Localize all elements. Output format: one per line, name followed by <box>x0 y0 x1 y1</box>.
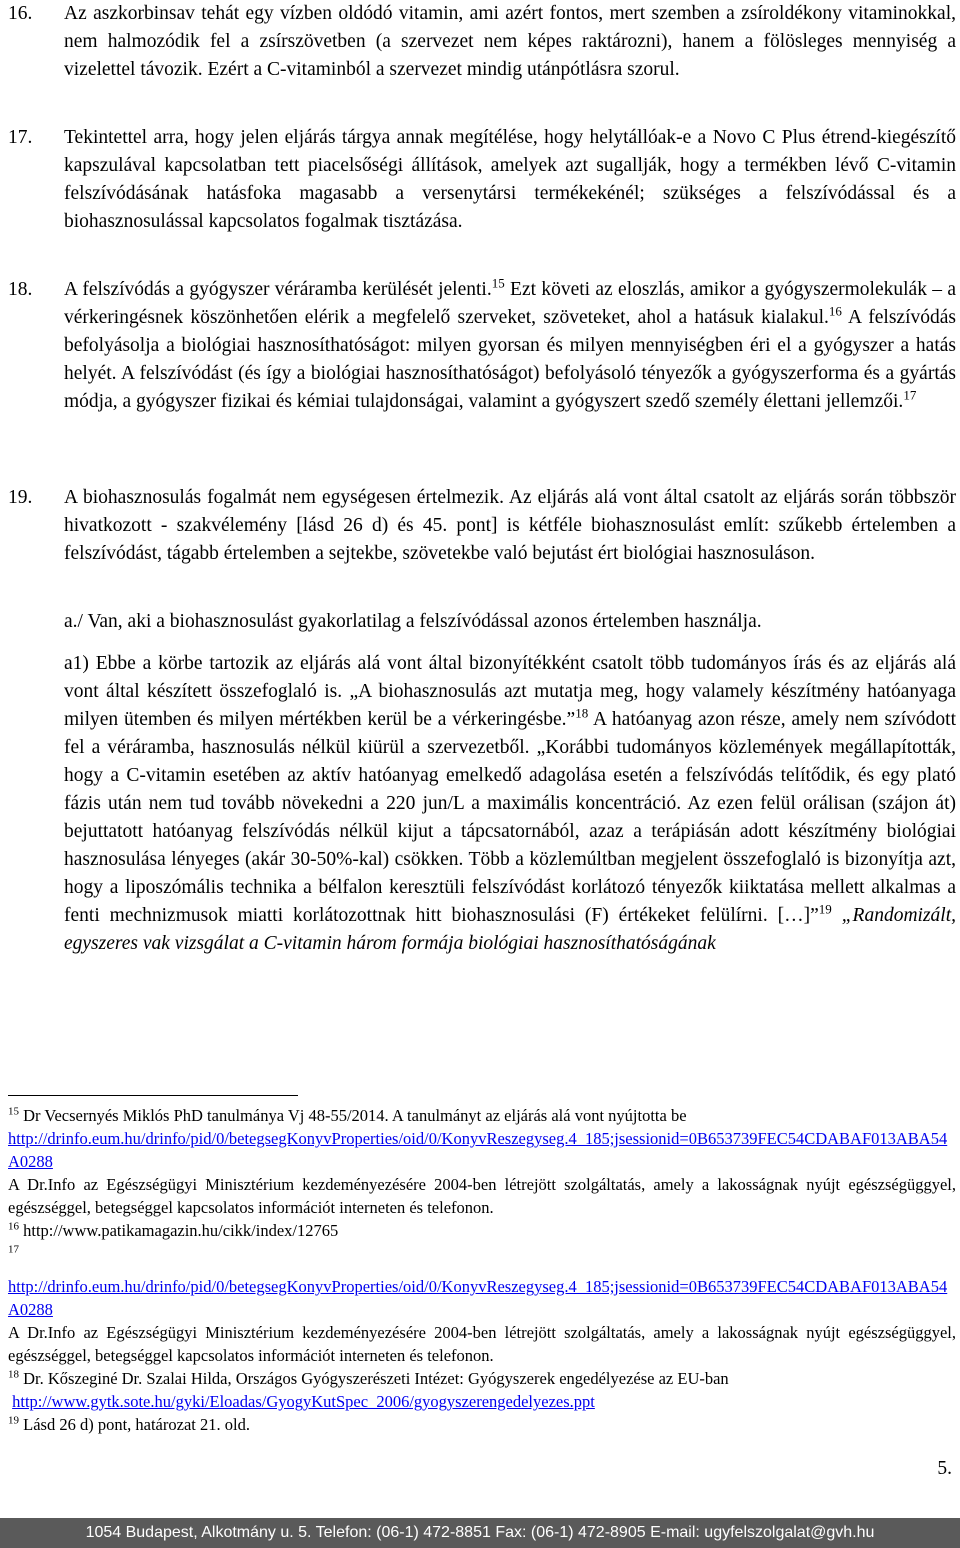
footnote-link[interactable]: http://drinfo.eum.hu/drinfo/pid/0/betegsegKonyvProperties/oid/0/KonyvReszegyseg.4_185;jsessionid=0B653739FEC54CDABAF013ABA54A0288 <box>8 1129 948 1171</box>
footnote-gap <box>8 1265 956 1275</box>
footnotes <box>8 1104 956 1436</box>
footnote-note: A Dr.Info az Egészségügyi Minisztérium kezdeményezésére 2004-ben létrejött szolgáltatás, amely a lakosságnak nyújt egészségüggyel, egészséggel, betegséggel kapcsolatos információt interneten és telefonon. <box>8 1323 956 1365</box>
footnote-18 <box>8 1367 956 1413</box>
footnote-link[interactable]: http://www.gytk.sote.hu/gyki/Eloadas/GyogyKutSpec_2006/gyogyszerengedelyezes.ppt <box>12 1392 595 1411</box>
footnote-ref-17[interactable]: 17 <box>903 387 917 403</box>
text-segment: a1) Ebbe a körbe tartozik az eljárás alá vont által bizonyítékként csatolt több tudományos írás és az eljárás alá vont által készített összefoglaló is. „A biohasznosulás azt mutatja meg, hogy valamely készítmény hatóanyaga milyen ütemben és milyen mértékben kerül be a vérkeringésbe.” <box>64 653 956 730</box>
paragraph-text: Az aszkorbinsav tehát egy vízben oldódó vitamin, ami azért fontos, mert szemben a zsíroldékony vitaminokkal, nem halmozódik fel a zsírszövetben (a szervezet nem képes raktározni), hanem a fölösleges mennyiség a vizelettel távozik. Ezért a C-vitaminból a szervezet mindig utánpótlásra szorul. <box>64 3 956 80</box>
text-segment: A hatóanyag azon része, amely nem szívódott fel a véráramba, hasznosulás nélkül kiürül a szervezetből. „Korábbi tudományos közlemények megállapították, hogy a C-vitamin esetében az aktív hatóanyag emelkedő adagolása esetén a felszívódás telítődik, és egy plató fázis után nem tud tovább növekedni a 220 jun/L a maximális koncentráció. Az ezen felül orálisan (szájon át) bejuttatott hatóanyag felszívódás nélkül kijut a tápcsatornából, azaz a terápiásán adott készítmény biológiai hasznosulása lényeges (akár 30-50%-kal) csökken. Több a közlemúltban megjelent összefoglaló is bizonyítja azt, hogy a liposzómális technika a bélfalon keresztüli felszívódást korlátozó tényezők kiiktatása mellett alkalmas a fenti mechnizmusok miatti korlátozottnak hitt biohasznosulási (F) értékeket felülírni. […]” <box>64 709 956 926</box>
footnote-17-body <box>8 1275 956 1367</box>
footnote-link[interactable]: http://drinfo.eum.hu/drinfo/pid/0/betegsegKonyvProperties/oid/0/KonyvReszegyseg.4_185;jsessionid=0B653739FEC54CDABAF013ABA54A0288 <box>8 1277 948 1319</box>
footnote-note: A Dr.Info az Egészségügyi Minisztérium kezdeményezésére 2004-ben létrejött szolgáltatás, amely a lakosságnak nyújt egészségüggyel, egészséggel, betegséggel kapcsolatos információt interneten és telefonon. <box>8 1175 956 1217</box>
footnote-ref-19[interactable]: 19 <box>818 901 832 917</box>
footnote-number: 17 <box>8 1243 19 1256</box>
footnote-number: 15 <box>8 1105 19 1118</box>
paragraph-text: A biohasznosulás fogalmát nem egységesen értelmezik. Az eljárás alá vont által csatolt az eljárás során többször hivatkozott - szakvélemény [lásd 26 d) és 45. pont] is kétféle biohasznosulást említ: szűkebb értelemben a felszívódást, tágabb értelemben a sejtekbe, szövetekbe való bejutást ért biológiai hasznosuláson. <box>64 487 956 564</box>
paragraph-number: 17. <box>8 127 33 148</box>
paragraph-number: 16. <box>8 3 33 24</box>
paragraph-text: a./ Van, aki a biohasznosulást gyakorlatilag a felszívódással azonos értelemben használja. <box>64 611 762 632</box>
document-page <box>8 0 956 1548</box>
page-number: 5. <box>937 1458 952 1479</box>
italic-quote: „Randomizált, egyszeres vak vizsgálat a C-vitamin három formája biológiai hasznosíthatóságának <box>64 905 957 954</box>
footnote-number: 19 <box>8 1414 19 1427</box>
footnote-16 <box>8 1219 956 1242</box>
footnote-15 <box>8 1104 956 1219</box>
footnote-17 <box>8 1242 956 1265</box>
text-segment: Ezt követi az eloszlás, amikor a gyógyszermolekulák – a vérkeringésnek köszönhetően elérik a megfelelő szerveket, szöveteket, ahol a hatásuk kialakul. <box>64 279 956 328</box>
paragraph-text: Tekintettel arra, hogy jelen eljárás tárgya annak megítélése, hogy helytállóak-e a Novo C Plus étrend-kiegészítő kapszulával kapcsolatban tett piacelsőségi állítások, amelyek azt sugallják, hogy a termékben lévő C-vitamin felszívódásának hatásfoka magasabb a versenytársi termékekénél; szükséges a felszívódással és a biohasznosulással kapcsolatos fogalmak tisztázása. <box>64 127 956 232</box>
paragraph-text <box>64 276 956 416</box>
footnote-ref-18[interactable]: 18 <box>575 705 589 721</box>
paragraph-18 <box>8 276 956 416</box>
footnote-number: 16 <box>8 1220 19 1233</box>
footnote-ref-16[interactable]: 16 <box>828 303 842 319</box>
paragraph-number: 19. <box>8 487 33 508</box>
footnote-divider <box>8 1095 298 1096</box>
paragraph-19 <box>8 484 956 568</box>
paragraph-a1 <box>8 650 956 958</box>
footnote-text: Dr. Kőszeginé Dr. Szalai Hilda, Országos Gyógyszerészeti Intézet: Gyógyszerek engedélyezése az EU-ban <box>19 1369 729 1388</box>
text-segment: A felszívódás a gyógyszer véráramba kerülését jelenti. <box>64 279 492 300</box>
paragraph-17 <box>8 124 956 236</box>
paragraph-16 <box>8 0 956 84</box>
footnote-text: http://www.patikamagazin.hu/cikk/index/12765 <box>19 1221 339 1240</box>
paragraph-number: 18. <box>8 279 33 300</box>
footnote-text: Dr Vecsernyés Miklós PhD tanulmánya Vj 48-55/2014. A tanulmányt az eljárás alá vont nyújtotta be <box>19 1106 687 1125</box>
paragraph-a <box>8 608 956 636</box>
footnote-text: Lásd 26 d) pont, határozat 21. old. <box>19 1415 250 1434</box>
footnote-number: 18 <box>8 1368 19 1381</box>
page-footer: 1054 Budapest, Alkotmány u. 5. Telefon: (06-1) 472-8851 Fax: (06-1) 472-8905 E-mail: ugyfelszolgalat@gvh.hu <box>0 1518 960 1548</box>
footnote-19 <box>8 1413 956 1436</box>
footnote-ref-15[interactable]: 15 <box>491 275 505 291</box>
text-segment: A felszívódás befolyásolja a biológiai hasznosíthatóságot: milyen gyorsan és milyen mennyiségben éri el a gyógyszer a hatás helyét. A felszívódást (és így a biológiai hasznosíthatóságot) befolyásoló tényezők a gyógyszerforma és a gyártás módja, a gyógyszer fizikai és kémiai tulajdonságai, valamint a gyógyszert szedő személy élettani jellemzői. <box>64 307 956 412</box>
